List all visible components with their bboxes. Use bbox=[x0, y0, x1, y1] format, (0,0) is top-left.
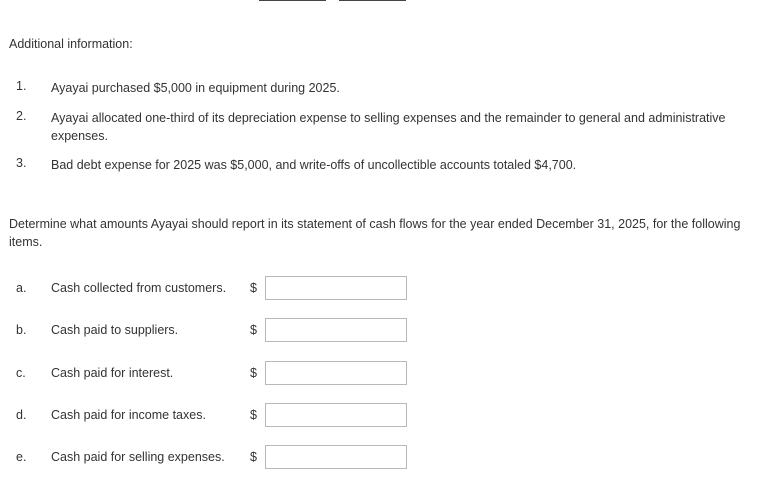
info-item-text: Bad debt expense for 2025 was $5,000, and write-offs of uncollectible accounts totaled $4,700. bbox=[51, 158, 577, 172]
cash-paid-for-interest-input[interactable] bbox=[265, 361, 407, 385]
answer-letter: e. bbox=[16, 450, 27, 464]
info-item-text: Ayayai purchased $5,000 in equipment during 2025. bbox=[51, 81, 340, 95]
answer-row-c bbox=[0, 361, 757, 387]
answer-letter: a. bbox=[16, 281, 27, 295]
top-divider-left bbox=[259, 0, 326, 1]
instructions-text: Determine what amounts Ayayai should report in its statement of cash flows for the year ended December 31, 2025, for the following items. bbox=[9, 217, 741, 249]
answer-letter: c. bbox=[16, 366, 26, 380]
answer-label: Cash collected from customers. bbox=[51, 281, 227, 295]
answer-label: Cash paid for selling expenses. bbox=[51, 450, 225, 464]
answer-label: Cash paid for interest. bbox=[51, 366, 174, 380]
answer-label: Cash paid to suppliers. bbox=[51, 323, 179, 337]
top-divider-right bbox=[339, 0, 406, 1]
cash-paid-to-suppliers-input[interactable] bbox=[265, 318, 407, 342]
additional-info-heading: Additional information: bbox=[9, 37, 133, 51]
answer-letter: b. bbox=[16, 323, 27, 337]
info-item-text: Ayayai allocated one-third of its depreciation expense to selling expenses and the remainder to general and administrative expenses. bbox=[51, 111, 726, 143]
currency-symbol: $ bbox=[250, 408, 257, 422]
cash-paid-for-income-taxes-input[interactable] bbox=[265, 403, 407, 427]
answer-row-b bbox=[0, 318, 757, 344]
answer-label: Cash paid for income taxes. bbox=[51, 408, 206, 422]
cash-paid-for-selling-expenses-input[interactable] bbox=[265, 445, 407, 469]
cash-collected-from-customers-input[interactable] bbox=[265, 276, 407, 300]
info-item-number: 2. bbox=[16, 109, 27, 123]
info-item-number: 1. bbox=[16, 79, 27, 93]
answer-row-a bbox=[0, 276, 757, 302]
answer-letter: d. bbox=[16, 408, 27, 422]
answer-row-e bbox=[0, 445, 757, 471]
answer-row-d bbox=[0, 403, 757, 429]
currency-symbol: $ bbox=[250, 281, 257, 295]
currency-symbol: $ bbox=[250, 323, 257, 337]
currency-symbol: $ bbox=[250, 450, 257, 464]
info-item-number: 3. bbox=[16, 156, 27, 170]
currency-symbol: $ bbox=[250, 366, 257, 380]
